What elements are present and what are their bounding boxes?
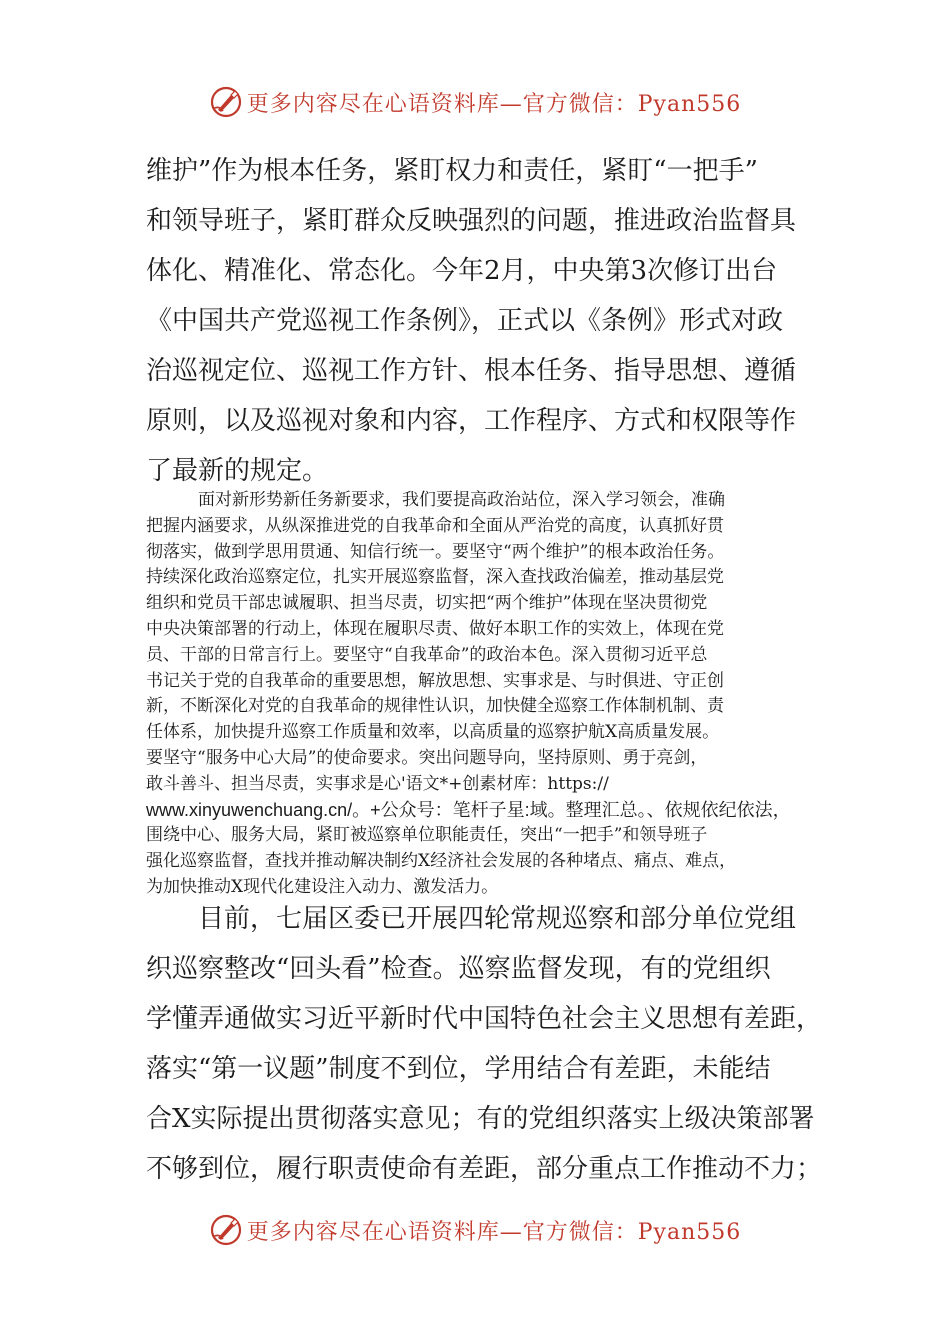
text-line: 要坚守“服务中心大局”的使命要求。突出问题导向，坚持原则、勇于亮剑，: [146, 747, 708, 768]
text-line: 围绕中心、服务大局，紧盯被巡察单位职能责任，突出“一把手”和领导班子: [146, 825, 708, 846]
text-line: 目前，七届区委已开展四轮常规巡察和部分单位党组: [198, 904, 797, 934]
footer-banner-text: 更多内容尽在心语资料库—官方微信：Pyan556: [246, 1219, 742, 1245]
paragraph-3: [146, 894, 826, 1194]
text-line: 把握内涵要求，从纵深推进党的自我革命和全面从严治党的高度，认真抓好贯: [146, 515, 724, 536]
text-line: 持续深化政治巡察定位，扎实开展巡察监督，深入查找政治偏差，推动基层党: [146, 567, 724, 588]
text-line: 新，不断深化对党的自我革命的规律性认识，加快健全巡察工作体制机制、责: [146, 696, 724, 717]
text-line: 员、干部的日常言行上。要坚守“自我革命”的政治本色。深入贯彻习近平总: [146, 644, 708, 665]
text-line: 为加快推动X现代化建设注入动力、激发活力。: [146, 876, 499, 897]
text-line: 不够到位，履行职责使命有差距，部分重点工作推动不力；: [146, 1154, 823, 1184]
header-banner-text: 更多内容尽在心语资料库—官方微信：Pyan556: [246, 91, 742, 117]
text-line: 体化、精准化、常态化。今年2月，中央第3次修订出台: [146, 256, 778, 286]
text-line: 织巡察整改“回头看”检查。巡察监督发现，有的党组织: [146, 954, 771, 984]
text-line: 敢斗善斗、担当尽责，实事求是心'语文*+创素材库：https://: [146, 773, 609, 794]
text-line: 维护”作为根本任务，紧盯权力和责任，紧盯“一把手”: [146, 156, 758, 186]
header-banner: [0, 80, 950, 124]
text-line-url: www.xinyuwenchuang.cn/。+公众号：笔杆子星:域。整理汇总。、依规依纪依法，: [146, 799, 791, 820]
text-line: 组织和党员干部忠诚履职、担当尽责，切实把“两个维护”体现在坚决贯彻党: [146, 593, 708, 614]
pen-logo-icon: [209, 1213, 243, 1247]
text-line: 中央决策部署的行动上，体现在履职尽责、做好本职工作的实效上，体现在党: [146, 618, 724, 639]
paragraph-2: [146, 488, 826, 901]
text-line: 《中国共产党巡视工作条例》，正式以《条例》形式对政: [146, 306, 784, 336]
text-line: 强化巡察监督，查找并推动解决制约X经济社会发展的各种堵点、痛点、难点，: [146, 851, 737, 872]
text-line: 了最新的规定。: [146, 456, 329, 486]
text-line: 合X实际提出贯彻落实意见；有的党组织落实上级决策部署: [146, 1104, 815, 1134]
text-line: 落实“第一议题”制度不到位，学用结合有差距，未能结: [146, 1054, 771, 1084]
text-line: 书记关于党的自我革命的重要思想，解放思想、实事求是、与时俱进、守正创: [146, 670, 724, 691]
text-line: 治巡视定位、巡视工作方针、根本任务、指导思想、遵循: [146, 356, 797, 386]
text-line: 学懂弄通做实习近平新时代中国特色社会主义思想有差距，: [146, 1004, 823, 1034]
text-line: 面对新形势新任务新要求，我们要提高政治站位，深入学习领会，准确: [198, 490, 725, 510]
pen-logo-icon: [209, 85, 243, 119]
text-line: 任体系，加快提升巡察工作质量和效率，以高质量的巡察护航X高质量发展。: [146, 722, 720, 743]
text-line: 彻落实，做到学思用贯通、知信行统一。要坚守“两个维护”的根本政治任务。: [146, 541, 725, 562]
text-line: 原则，以及巡视对象和内容，工作程序、方式和权限等作: [146, 406, 797, 436]
footer-banner: [0, 1208, 950, 1252]
paragraph-1: [146, 146, 826, 496]
text-line: 和领导班子，紧盯群众反映强烈的问题，推进政治监督具: [146, 206, 797, 236]
